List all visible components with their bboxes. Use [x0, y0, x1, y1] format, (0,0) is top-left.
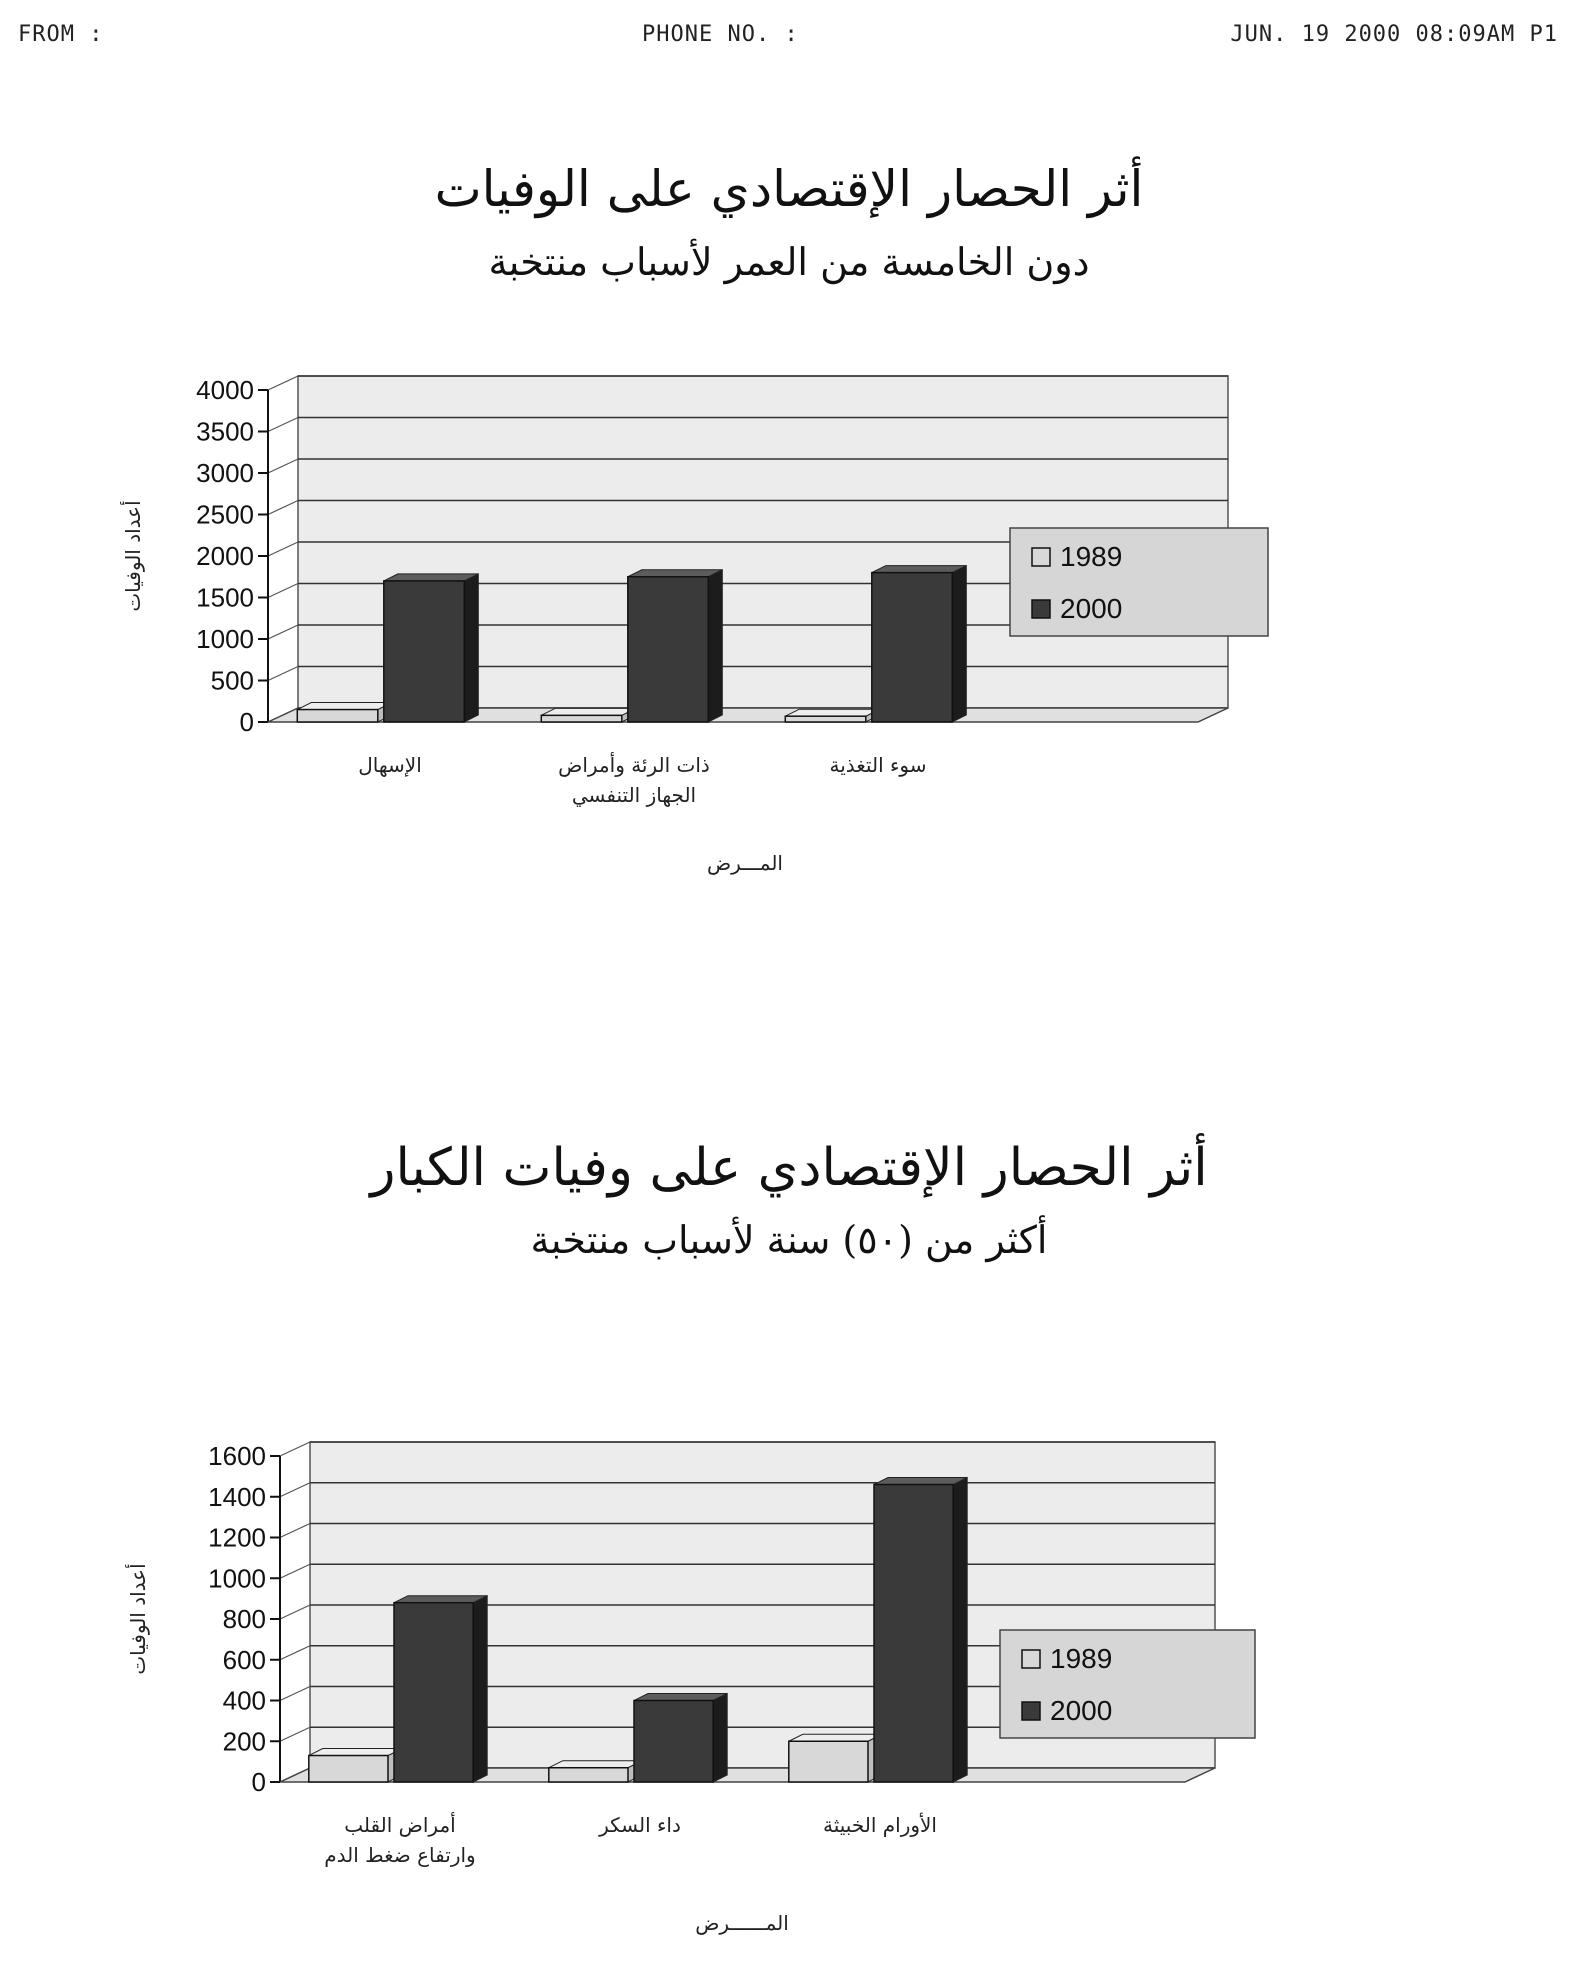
chart2-bar-1989-1 [309, 1756, 388, 1782]
fax-timestamp: JUN. 19 2000 08:09AM P1 [1230, 22, 1558, 47]
chart1-ytick-label: 3500 [196, 416, 254, 447]
chart1-legend-label-1989: 1989 [1060, 541, 1123, 572]
fax-from-label: FROM : [18, 22, 104, 47]
chart2-bar-2000-3 [874, 1485, 953, 1782]
chart2-ytick-label: 1000 [208, 1563, 266, 1594]
chart2-ytick-label: 200 [222, 1726, 266, 1757]
chart1-ytick-label: 2000 [196, 541, 254, 571]
chart2-title: أثر الحصار الإقتصادي على وفيات الكبار [370, 1138, 1208, 1198]
chart1-bar-top [384, 574, 479, 581]
chart1-ytick-label: 0 [239, 707, 254, 737]
chart2-legend-swatch-2000 [1022, 1702, 1040, 1720]
chart2-legend-swatch-1989 [1022, 1650, 1040, 1668]
chart2-grid-side [280, 1605, 310, 1619]
chart1-bar-top [297, 703, 392, 710]
chart2-ytick-label: 0 [251, 1767, 266, 1797]
chart1-legend-swatch-1989 [1032, 548, 1050, 566]
chart2-bar-side [953, 1478, 967, 1782]
chart1-x-axis-label: المـــرض [706, 851, 784, 875]
chart2-ytick-label: 1600 [208, 1441, 266, 1471]
chart2-ytick-label: 1200 [208, 1522, 266, 1553]
chart2-subtitle: أكثر من (٥٠) سنة لأسباب منتخبة [530, 1218, 1048, 1262]
chart1-bar-top [541, 708, 636, 715]
chart2-ytick-label: 1400 [208, 1481, 266, 1512]
chart2-ytick-label: 600 [222, 1644, 266, 1675]
chart1-bar-1989-2 [541, 715, 622, 722]
chart2-grid-side [280, 1483, 310, 1497]
chart1-category-label: الجهاز التنفسي [571, 783, 697, 807]
chart1-title: أثر الحصار الإقتصادي على الوفيات [434, 160, 1144, 218]
chart1-bar-top [628, 570, 723, 577]
chart1-ytick-label: 500 [210, 665, 254, 696]
chart2-ytick-label: 800 [222, 1604, 266, 1634]
chart2-ytick-label: 400 [222, 1685, 266, 1716]
chart2-bar-2000-1 [394, 1603, 473, 1782]
chart2-bar-top [634, 1694, 727, 1701]
chart1-category-label: الإسهال [358, 753, 422, 777]
chart1-ytick-label: 2500 [196, 499, 254, 530]
chart1-bar-2000-1 [384, 581, 465, 722]
chart2-plot [0, 1420, 1578, 1940]
chart1-grid-side [268, 667, 298, 681]
chart2-bar-2000-2 [634, 1701, 713, 1783]
chart2-grid-side [280, 1727, 310, 1741]
chart1-category-label: ذات الرئة وأمراض [558, 753, 710, 777]
chart1-grid-side [268, 501, 298, 515]
chart1-grid-side [268, 418, 298, 432]
chart1-ytick-label: 4000 [196, 375, 254, 405]
chart2-bar-side [713, 1694, 727, 1783]
chart1-bar-2000-2 [628, 577, 709, 722]
chart2-grid-side [280, 1687, 310, 1701]
chart1-bar-top [872, 566, 967, 573]
chart2-bar-top [549, 1761, 642, 1768]
chart1-bar-top [785, 709, 880, 716]
chart1-legend-swatch-2000 [1032, 600, 1050, 618]
chart1-legend-label-2000: 2000 [1060, 593, 1123, 624]
chart2-grid-side [280, 1564, 310, 1578]
chart1-bar-side [952, 566, 966, 722]
chart1-bar-2000-3 [872, 573, 953, 722]
chart1-ytick-label: 3000 [196, 458, 254, 488]
chart2-bar-1989-3 [789, 1741, 868, 1782]
chart2-grid-side [280, 1524, 310, 1538]
chart2-bar-top [394, 1596, 487, 1603]
chart1-ytick-label: 1500 [196, 582, 254, 613]
chart1-category-label: سوء التغذية [829, 753, 927, 777]
chart1-ytick-label: 1000 [196, 624, 254, 654]
chart2-legend-label-1989: 1989 [1050, 1643, 1113, 1674]
chart2-y-axis-label: أعداد الوفيات [126, 1563, 150, 1675]
chart1-bar-side [464, 574, 478, 722]
fax-phone-label: PHONE NO. : [642, 22, 799, 47]
chart2-category-label: أمراض القلب [344, 1813, 456, 1837]
chart1-bar-1989-1 [297, 710, 378, 722]
chart1-legend-box [1010, 528, 1268, 636]
chart2-category-label: وارتفاع ضغط الدم [324, 1843, 476, 1867]
chart1-y-axis-label: أعداد الوفيات [121, 500, 145, 612]
chart1-bar-1989-3 [785, 716, 866, 722]
chart2-grid-side [280, 1442, 310, 1456]
chart2-x-axis-label: المــــــرض [695, 1911, 789, 1935]
chart1-grid-side [268, 625, 298, 639]
chart1-subtitle: دون الخامسة من العمر لأسباب منتخبة [488, 240, 1090, 284]
chart2-legend-label-2000: 2000 [1050, 1695, 1113, 1726]
chart1-grid-side [268, 459, 298, 473]
chart2-bar-1989-2 [549, 1768, 628, 1782]
chart1-plot [0, 360, 1578, 900]
chart2-legend-box [1000, 1630, 1255, 1738]
chart2-bar-top [309, 1749, 402, 1756]
chart2-grid-side [280, 1646, 310, 1660]
chart2-category-label: داء السكر [599, 1813, 681, 1837]
chart2-bar-top [789, 1734, 882, 1741]
chart1-grid-side [268, 376, 298, 390]
chart2-category-label: الأورام الخبيثة [823, 1813, 937, 1837]
chart2-bar-side [473, 1596, 487, 1782]
chart1-grid-side [268, 542, 298, 556]
chart1-bar-side [708, 570, 722, 722]
chart2-bar-top [874, 1478, 967, 1485]
chart1-grid-side [268, 584, 298, 598]
